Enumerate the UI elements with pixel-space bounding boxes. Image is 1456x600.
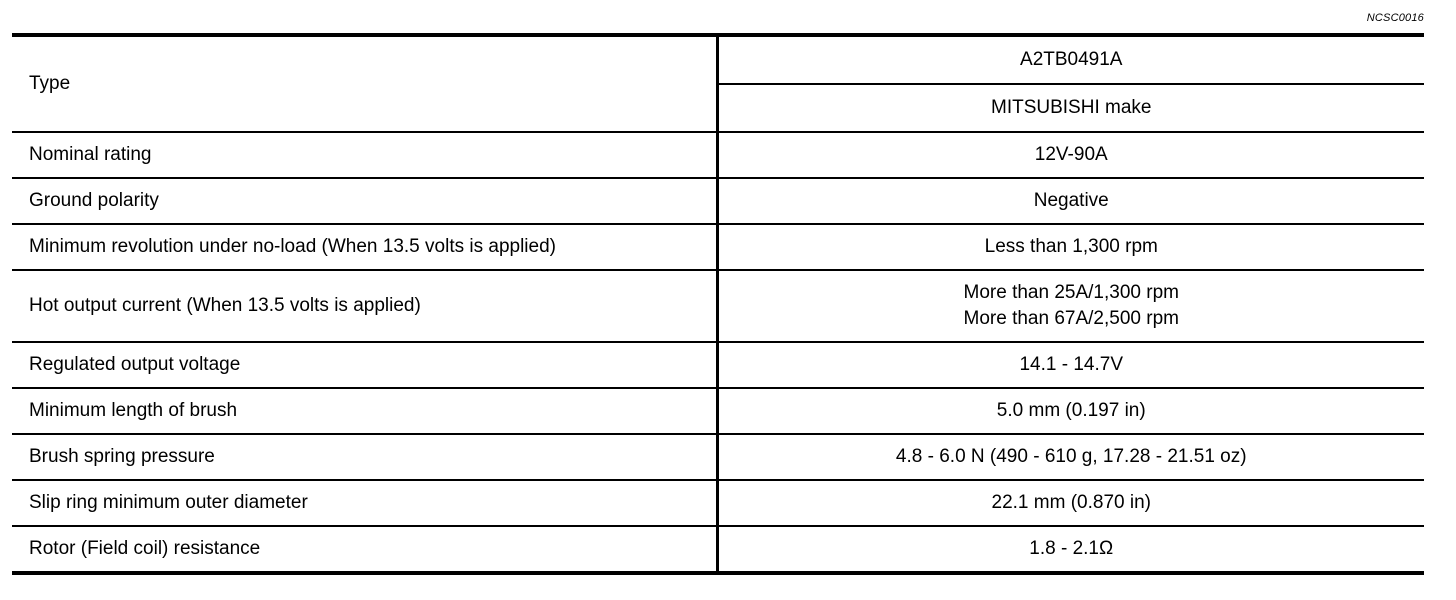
row-value: 5.0 mm (0.197 in) (717, 388, 1424, 434)
row-label: Rotor (Field coil) resistance (12, 526, 717, 573)
table-row (12, 178, 1424, 224)
row-label: Brush spring pressure (12, 434, 717, 480)
table-row (12, 434, 1424, 480)
row-label: Hot output current (When 13.5 volts is applied) (12, 270, 717, 342)
row-label: Nominal rating (12, 132, 717, 178)
alternator-spec-table (12, 33, 1424, 575)
row-value-line: More than 67A/2,500 rpm (963, 308, 1179, 329)
row-value: 1.8 - 2.1Ω (717, 526, 1424, 573)
row-label: Minimum length of brush (12, 388, 717, 434)
table-row (12, 270, 1424, 342)
row-value: 4.8 - 6.0 N (490 - 610 g, 17.28 - 21.51 oz) (717, 434, 1424, 480)
table-row (12, 132, 1424, 178)
row-label: Regulated output voltage (12, 342, 717, 388)
row-value-line: More than 25A/1,300 rpm (963, 282, 1179, 303)
table-row (12, 224, 1424, 270)
row-value (717, 270, 1424, 342)
row-value: 14.1 - 14.7V (717, 342, 1424, 388)
row-label: Slip ring minimum outer diameter (12, 480, 717, 526)
row-value: MITSUBISHI make (717, 84, 1424, 132)
row-label: Type (12, 35, 717, 132)
table-row (12, 388, 1424, 434)
row-value: Less than 1,300 rpm (717, 224, 1424, 270)
table-row (12, 526, 1424, 573)
row-label: Minimum revolution under no-load (When 13.5 volts is applied) (12, 224, 717, 270)
table-row (12, 480, 1424, 526)
reference-code: NCSC0016 (1366, 12, 1424, 24)
row-label: Ground polarity (12, 178, 717, 224)
table-row-type (12, 35, 1424, 84)
table-row (12, 342, 1424, 388)
row-value: A2TB0491A (717, 35, 1424, 84)
row-value: 22.1 mm (0.870 in) (717, 480, 1424, 526)
row-value: 12V-90A (717, 132, 1424, 178)
row-value: Negative (717, 178, 1424, 224)
